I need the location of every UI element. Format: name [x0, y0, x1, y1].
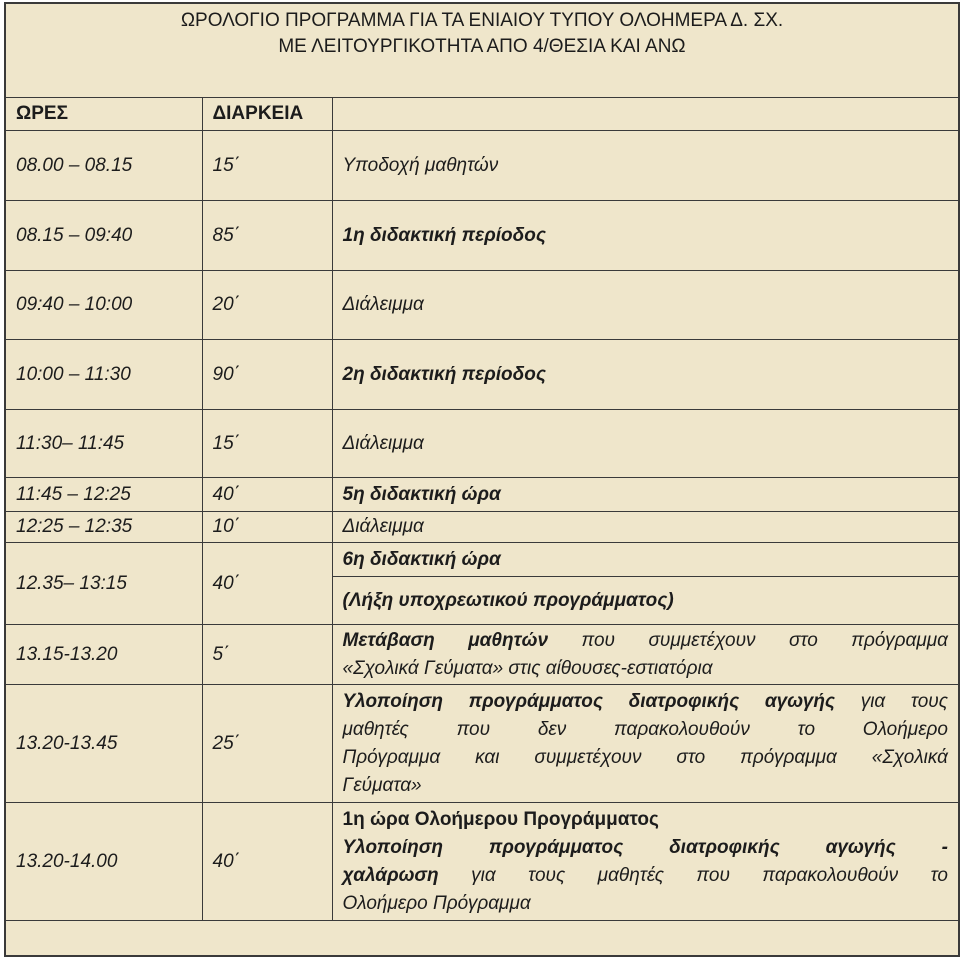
row-duration: 40΄	[202, 478, 332, 512]
header-activity	[332, 98, 958, 131]
table-row	[6, 685, 958, 803]
row-duration: 40΄	[202, 543, 332, 625]
row-activity: 1η διδακτική περίοδος	[332, 201, 958, 271]
row-time: 12.35– 13:15	[6, 543, 202, 625]
title-line-1: ΩΡΟΛΟΓΙΟ ΠΡΟΓΡΑΜΜΑ ΓΙΑ ΤΑ ΕΝΙΑΙΟΥ ΤΥΠΟΥ ΟΛΟΗΜΕΡΑ Δ. ΣΧ.	[180, 10, 784, 31]
row-duration: 5΄	[202, 625, 332, 685]
row-time: 12:25 – 12:35	[6, 512, 202, 543]
row-duration: 15΄	[202, 410, 332, 478]
activity-bold: Μετάβαση μαθητών	[342, 629, 549, 651]
document-title	[6, 4, 958, 97]
row-duration: 25΄	[202, 685, 332, 803]
activity-bold: χαλάρωση	[342, 864, 439, 886]
row-time: 10:00 – 11:30	[6, 340, 202, 410]
row-activity: Διάλειμμα	[332, 271, 958, 340]
activity-text: για τους	[835, 690, 948, 712]
activity-text: Ολοήμερο Πρόγραμμα	[342, 892, 531, 914]
row-duration: 10΄	[202, 512, 332, 543]
row-activity	[332, 803, 958, 921]
row-activity: 2η διδακτική περίοδος	[332, 340, 958, 410]
row-duration: 40΄	[202, 803, 332, 921]
table-row	[6, 478, 958, 512]
header-duration: ΔΙΑΡΚΕΙΑ	[202, 98, 332, 131]
row-activity	[332, 625, 958, 685]
row-activity-note: (Λήξη υποχρεωτικού προγράμματος)	[332, 577, 958, 625]
schedule-document	[4, 2, 960, 957]
table-row	[6, 512, 958, 543]
row-time: 13.20-13.45	[6, 685, 202, 803]
row-duration: 90΄	[202, 340, 332, 410]
activity-text: Γεύματα»	[342, 774, 422, 796]
table-row	[6, 340, 958, 410]
row-time: 13.15-13.20	[6, 625, 202, 685]
row-duration: 20΄	[202, 271, 332, 340]
row-time: 11:45 – 12:25	[6, 478, 202, 512]
activity-bold: Υλοποίηση προγράμματος διατροφικής αγωγής	[342, 690, 836, 712]
activity-text: για τους μαθητές που παρακολουθούν το	[438, 864, 948, 886]
schedule-table	[6, 97, 958, 921]
row-time: 11:30– 11:45	[6, 410, 202, 478]
table-row	[6, 803, 958, 921]
header-row	[6, 98, 958, 131]
header-hours: ΩΡΕΣ	[6, 98, 202, 131]
table-row	[6, 543, 958, 577]
row-duration: 15΄	[202, 131, 332, 201]
table-row	[6, 131, 958, 201]
row-time: 08.15 – 09:40	[6, 201, 202, 271]
activity-text: που συμμετέχουν στο πρόγραμμα	[548, 629, 948, 651]
row-activity: Διάλειμμα	[332, 512, 958, 543]
table-row	[6, 201, 958, 271]
row-time: 09:40 – 10:00	[6, 271, 202, 340]
activity-text: μαθητές που δεν παρακολουθούν το Ολοήμερο	[342, 718, 948, 740]
activity-heading: 1η ώρα Ολοήμερου Προγράμματος	[342, 808, 659, 830]
table-row	[6, 410, 958, 478]
title-line-2: ΜΕ ΛΕΙΤΟΥΡΓΙΚΟΤΗΤΑ ΑΠΟ 4/ΘΕΣΙΑ ΚΑΙ ΑΝΩ	[278, 36, 686, 57]
row-activity: Υποδοχή μαθητών	[332, 131, 958, 201]
row-activity: 5η διδακτική ώρα	[332, 478, 958, 512]
row-activity	[332, 685, 958, 803]
row-time: 08.00 – 08.15	[6, 131, 202, 201]
activity-bold: Υλοποίηση προγράμματος διατροφικής αγωγής -	[342, 836, 948, 858]
row-time: 13.20-14.00	[6, 803, 202, 921]
activity-text: Πρόγραμμα και συμμετέχουν στο πρόγραμμα «Σχολικά	[342, 746, 948, 768]
activity-text: «Σχολικά Γεύματα» στις αίθουσες-εστιατόρια	[342, 657, 713, 679]
row-duration: 85΄	[202, 201, 332, 271]
row-activity: Διάλειμμα	[332, 410, 958, 478]
row-activity: 6η διδακτική ώρα	[332, 543, 958, 577]
table-row	[6, 625, 958, 685]
table-row	[6, 271, 958, 340]
